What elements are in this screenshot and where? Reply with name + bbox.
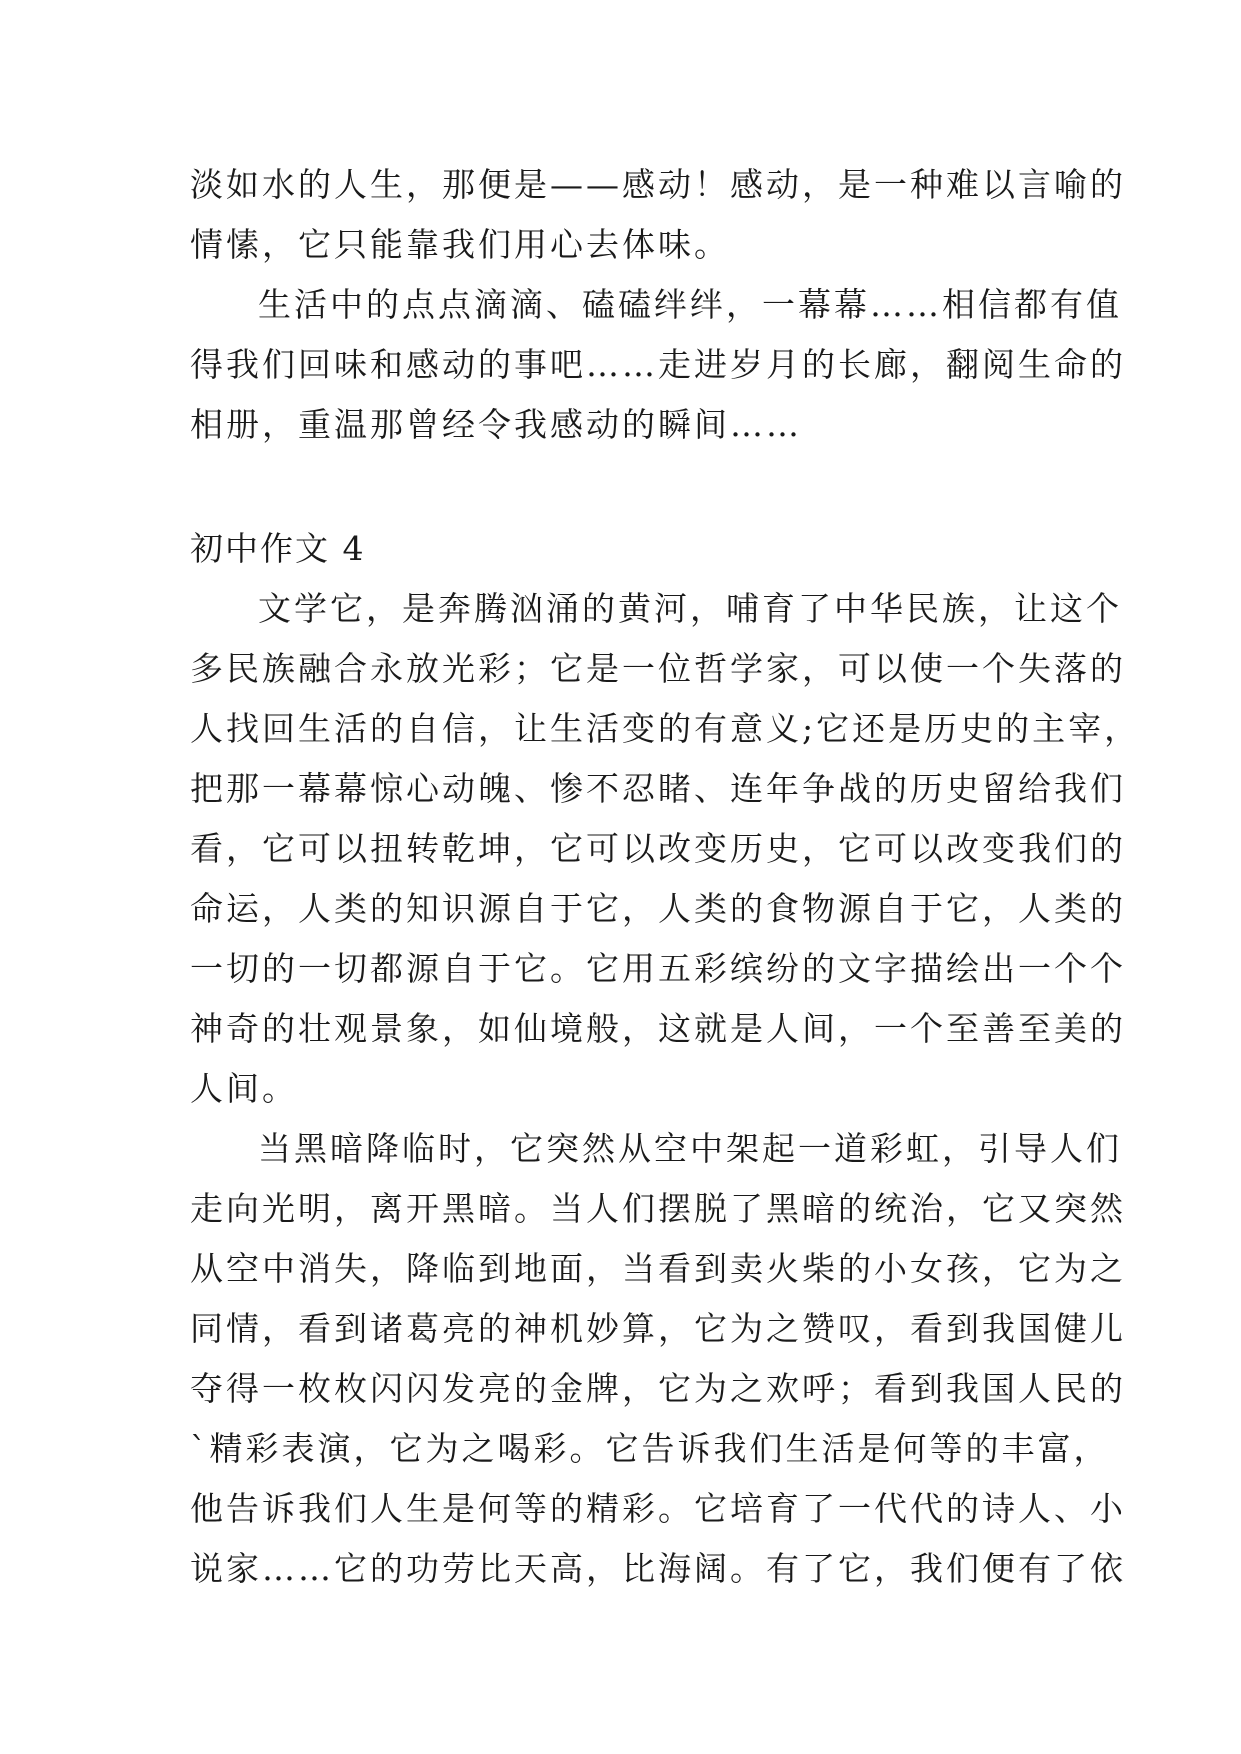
section-title: 初中作文 4 <box>190 529 366 568</box>
paragraph-line: 多民族融合永放光彩；它是一位哲学家，可以使一个失落的 <box>190 649 1126 688</box>
paragraph-line: 神奇的壮观景象，如仙境般，这就是人间，一个至善至美的 <box>190 1009 1126 1048</box>
intro-line: 淡如水的人生，那便是——感动！感动，是一种难以言喻的 <box>190 165 1126 204</box>
paragraph-line: 一切的一切都源自于它。它用五彩缤纷的文字描绘出一个个 <box>190 949 1126 988</box>
paragraph-line: 相册，重温那曾经令我感动的瞬间…… <box>190 405 802 444</box>
paragraph-line: 说家……它的功劳比天高，比海阔。有了它，我们便有了依 <box>190 1549 1126 1588</box>
paragraph-line: 人找回生活的自信，让生活变的有意义;它还是历史的主宰， <box>190 709 1141 748</box>
paragraph-line: 人间。 <box>190 1069 298 1108</box>
paragraph-line: 当黑暗降临时，它突然从空中架起一道彩虹，引导人们 <box>258 1129 1122 1168</box>
document-body <box>190 155 1141 1599</box>
paragraph-line: 生活中的点点滴滴、磕磕绊绊，一幕幕……相信都有值 <box>258 285 1122 324</box>
paragraph-line: 看，它可以扭转乾坤，它可以改变历史，它可以改变我们的 <box>190 829 1126 868</box>
paragraph-line: 命运，人类的知识源自于它，人类的食物源自于它，人类的 <box>190 889 1126 928</box>
paragraph-line: 文学它，是奔腾汹涌的黄河，哺育了中华民族，让这个 <box>258 589 1122 628</box>
paragraph-line: 走向光明，离开黑暗。当人们摆脱了黑暗的统治，它又突然 <box>190 1189 1126 1228</box>
paragraph-line: 他告诉我们人生是何等的精彩。它培育了一代代的诗人、小 <box>190 1489 1126 1528</box>
paragraph-line: 把那一幕幕惊心动魄、惨不忍睹、连年争战的历史留给我们 <box>190 769 1126 808</box>
paragraph-line: 夺得一枚枚闪闪发亮的金牌，它为之欢呼；看到我国人民的 <box>190 1369 1126 1408</box>
section-gap <box>190 455 1060 519</box>
paragraph-line: 得我们回味和感动的事吧……走进岁月的长廊，翻阅生命的 <box>190 345 1126 384</box>
paragraph-line: 同情，看到诸葛亮的神机妙算，它为之赞叹，看到我国健儿 <box>190 1309 1126 1348</box>
intro-line: 情愫，它只能靠我们用心去体味。 <box>190 225 730 264</box>
paragraph-line: 从空中消失，降临到地面，当看到卖火柴的小女孩，它为之 <box>190 1249 1126 1288</box>
paragraph-line: `精彩表演，它为之喝彩。它告诉我们生活是何等的丰富， <box>190 1429 1110 1468</box>
